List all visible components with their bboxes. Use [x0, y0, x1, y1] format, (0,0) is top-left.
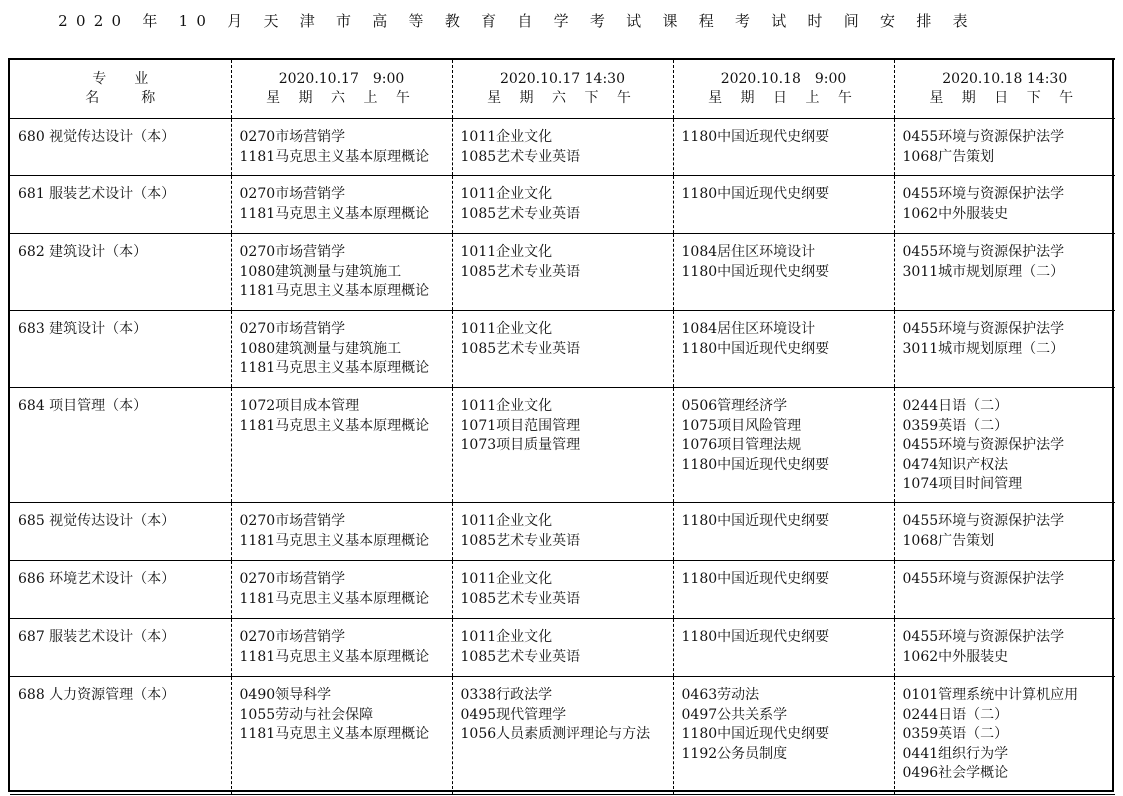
slot-datetime: 2020.10.18 14:30 [942, 71, 1068, 87]
course-item: 0495现代管理学 [460, 706, 567, 723]
courses-cell [673, 388, 894, 503]
course-item: 1055劳动与社会保障 [239, 706, 374, 723]
slot-label: 星 期 六 下 午 [487, 90, 638, 106]
course-item: 1068广告策划 [902, 148, 995, 165]
courses-cell [231, 311, 452, 388]
courses-cell [231, 561, 452, 619]
table-row [10, 176, 1115, 234]
major-name: 686 环境艺术设计（本） [18, 571, 176, 587]
courses-cell [452, 561, 673, 619]
course-item: 1075项目风险管理 [681, 417, 802, 434]
course-item: 1011企业文化 [460, 571, 553, 587]
courses-cell [894, 561, 1115, 619]
major-cell [10, 619, 231, 677]
courses-cell [894, 234, 1115, 311]
courses-cell [673, 561, 894, 619]
course-item: 1011企业文化 [460, 186, 553, 202]
slot-header [231, 59, 452, 119]
course-item: 1181马克思主义基本原理概论 [239, 532, 430, 549]
major-name: 683 建筑设计（本） [18, 321, 148, 337]
course-item: 0270市场营销学 [239, 129, 346, 145]
exam-schedule-table [10, 58, 1115, 795]
courses-cell [894, 388, 1115, 503]
course-item: 1181马克思主义基本原理概论 [239, 205, 430, 222]
courses-cell [231, 677, 452, 795]
course-item: 0455环境与资源保护法学 [902, 571, 1065, 587]
course-item: 1084居住区环境设计 [681, 321, 816, 337]
exam-schedule-sheet [8, 58, 1114, 792]
course-item: 0270市场营销学 [239, 186, 346, 202]
course-item: 0474知识产权法 [902, 456, 1009, 473]
courses-cell [894, 503, 1115, 561]
courses-cell [452, 619, 673, 677]
course-item: 3011城市规划原理（二） [902, 340, 1065, 357]
course-item: 1181马克思主义基本原理概论 [239, 726, 430, 742]
course-item: 0506管理经济学 [681, 398, 788, 414]
slot-datetime: 2020.10.17 9:00 [278, 71, 405, 87]
courses-cell [452, 119, 673, 176]
major-cell [10, 119, 231, 176]
course-item: 0101管理系统中计算机应用 [902, 687, 1079, 703]
courses-cell [894, 677, 1115, 795]
course-item: 1076项目管理法规 [681, 437, 802, 453]
course-item: 0455环境与资源保护法学 [902, 629, 1065, 645]
major-header-line2: 名 称 [85, 90, 156, 106]
courses-cell [673, 503, 894, 561]
courses-cell [231, 503, 452, 561]
slot-header [452, 59, 673, 119]
courses-cell [231, 234, 452, 311]
slot-header [894, 59, 1115, 119]
major-cell [10, 388, 231, 503]
course-item: 1080建筑测量与建筑施工 [239, 263, 402, 280]
course-item: 1085艺术专业英语 [460, 148, 581, 165]
table-row [10, 619, 1115, 677]
slot-label: 星 期 六 上 午 [266, 90, 417, 106]
course-item: 1011企业文化 [460, 321, 553, 337]
course-item: 1073项目质量管理 [460, 437, 581, 453]
table-row [10, 503, 1115, 561]
course-item: 1181马克思主义基本原理概论 [239, 590, 430, 607]
major-name: 684 项目管理（本） [18, 398, 148, 414]
course-item: 1011企业文化 [460, 129, 553, 145]
courses-cell [673, 311, 894, 388]
courses-cell [452, 311, 673, 388]
major-name: 681 服装艺术设计（本） [18, 186, 176, 202]
course-item: 1180中国近现代史纲要 [681, 726, 830, 742]
slot-datetime: 2020.10.18 9:00 [720, 71, 847, 87]
major-cell [10, 176, 231, 234]
course-item: 1085艺术专业英语 [460, 263, 581, 280]
course-item: 1068广告策划 [902, 532, 995, 549]
slot-label: 星 期 日 下 午 [929, 90, 1081, 106]
courses-cell [673, 176, 894, 234]
course-item: 1074项目时间管理 [902, 476, 1023, 492]
course-item: 1085艺术专业英语 [460, 590, 581, 607]
course-item: 1192公务员制度 [681, 745, 788, 762]
course-item: 0455环境与资源保护法学 [902, 129, 1065, 145]
courses-cell [452, 176, 673, 234]
courses-cell [894, 119, 1115, 176]
course-item: 1080建筑测量与建筑施工 [239, 340, 402, 357]
course-item: 0359英语（二） [902, 726, 1009, 742]
table-row [10, 234, 1115, 311]
course-item: 1181马克思主义基本原理概论 [239, 148, 430, 165]
course-item: 0455环境与资源保护法学 [902, 244, 1065, 260]
course-item: 1181马克思主义基本原理概论 [239, 283, 430, 299]
major-cell [10, 561, 231, 619]
course-item: 0270市场营销学 [239, 244, 346, 260]
course-item: 1181马克思主义基本原理概论 [239, 417, 430, 434]
major-cell [10, 677, 231, 795]
course-item: 0497公共关系学 [681, 706, 788, 723]
course-item: 0463劳动法 [681, 687, 760, 703]
course-item: 1181马克思主义基本原理概论 [239, 648, 430, 665]
course-item: 0441组织行为学 [902, 745, 1009, 762]
course-item: 0359英语（二） [902, 417, 1009, 434]
table-row [10, 311, 1115, 388]
course-item: 0490领导科学 [239, 687, 332, 703]
course-item: 0270市场营销学 [239, 629, 346, 645]
course-item: 0270市场营销学 [239, 513, 346, 529]
course-item: 1056人员素质测评理论与方法 [460, 726, 651, 742]
course-item: 1062中外服装史 [902, 205, 1009, 222]
course-item: 1085艺术专业英语 [460, 532, 581, 549]
table-row [10, 677, 1115, 795]
course-item: 1072项目成本管理 [239, 398, 360, 414]
course-item: 0496社会学概论 [902, 765, 1009, 781]
table-row [10, 119, 1115, 176]
course-item: 3011城市规划原理（二） [902, 263, 1065, 280]
course-item: 0338行政法学 [460, 687, 553, 703]
document-title: 2020 年 10 月 天 津 市 高 等 教 育 自 学 考 试 课 程 考 试 时 间 安 排 表 [58, 12, 976, 30]
courses-cell [894, 176, 1115, 234]
course-item: 0244日语（二） [902, 706, 1009, 723]
course-item: 0270市场营销学 [239, 321, 346, 337]
major-name: 688 人力资源管理（本） [18, 687, 176, 703]
major-header [10, 59, 231, 119]
major-name: 687 服装艺术设计（本） [18, 629, 176, 645]
course-item: 1085艺术专业英语 [460, 340, 581, 357]
course-item: 1011企业文化 [460, 629, 553, 645]
course-item: 1084居住区环境设计 [681, 244, 816, 260]
course-item: 1181马克思主义基本原理概论 [239, 360, 430, 376]
course-item: 0270市场营销学 [239, 571, 346, 587]
courses-cell [452, 503, 673, 561]
course-item: 1011企业文化 [460, 513, 553, 529]
courses-cell [452, 388, 673, 503]
course-item: 1180中国近现代史纲要 [681, 629, 830, 645]
course-item: 0455环境与资源保护法学 [902, 513, 1065, 529]
course-item: 1011企业文化 [460, 244, 553, 260]
courses-cell [673, 619, 894, 677]
courses-cell [894, 619, 1115, 677]
course-item: 1085艺术专业英语 [460, 205, 581, 222]
course-item: 1180中国近现代史纲要 [681, 571, 830, 587]
courses-cell [231, 119, 452, 176]
courses-cell [452, 234, 673, 311]
slot-datetime: 2020.10.17 14:30 [500, 71, 625, 87]
courses-cell [231, 388, 452, 503]
course-item: 1071项目范围管理 [460, 417, 581, 434]
bottom-border [10, 790, 1112, 792]
courses-cell [231, 619, 452, 677]
slot-header [673, 59, 894, 119]
major-name: 680 视觉传达设计（本） [18, 129, 176, 145]
slot-label: 星 期 日 上 午 [708, 90, 859, 106]
major-name: 682 建筑设计（本） [18, 244, 148, 260]
course-item: 1085艺术专业英语 [460, 648, 581, 665]
major-cell [10, 311, 231, 388]
course-item: 0455环境与资源保护法学 [902, 321, 1065, 337]
course-item: 1180中国近现代史纲要 [681, 456, 830, 473]
course-item: 1011企业文化 [460, 398, 553, 414]
courses-cell [452, 677, 673, 795]
course-item: 0244日语（二） [902, 398, 1009, 414]
major-header-line1: 专 业 [92, 71, 149, 87]
major-cell [10, 503, 231, 561]
course-item: 0455环境与资源保护法学 [902, 437, 1065, 453]
major-name: 685 视觉传达设计（本） [18, 513, 176, 529]
course-item: 1180中国近现代史纲要 [681, 129, 830, 145]
course-item: 1180中国近现代史纲要 [681, 340, 830, 357]
header-row [10, 59, 1115, 119]
course-item: 1062中外服装史 [902, 648, 1009, 665]
courses-cell [673, 677, 894, 795]
courses-cell [673, 234, 894, 311]
course-item: 1180中国近现代史纲要 [681, 263, 830, 280]
table-row [10, 388, 1115, 503]
course-item: 1180中国近现代史纲要 [681, 186, 830, 202]
schedule-body [10, 119, 1115, 795]
course-item: 0455环境与资源保护法学 [902, 186, 1065, 202]
courses-cell [231, 176, 452, 234]
major-cell [10, 234, 231, 311]
course-item: 1180中国近现代史纲要 [681, 513, 830, 529]
courses-cell [894, 311, 1115, 388]
table-row [10, 561, 1115, 619]
courses-cell [673, 119, 894, 176]
